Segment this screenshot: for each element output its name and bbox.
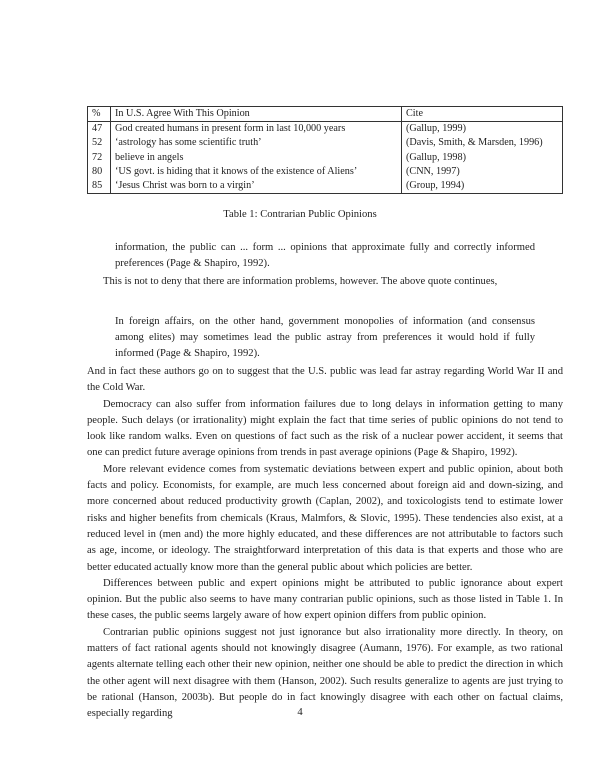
row-cite: (Davis, Smith, & Marsden, 1996) — [406, 137, 543, 149]
quote-text: information, the public can ... form ... opinions that approximate fully and correctly informed preferences (Page & Shapiro, 1992). — [115, 242, 535, 269]
paragraph-6: Contrarian public opinions suggest not just ignorance but also irrationality more directly. In theory, on matters of fact rational agents should not knowingly disagree (Aumann, 1976). For example, as two rational agents alternate telling each other their new opinion, neither one should be able to predict the direction in which the other agent will next disagree with them (Hanson, 2002). Such results generalize to agents are just trying to be rational (Hanson, 2003b). But people do in fact knowingly disagree with each other on factual claims, especially regarding — [87, 626, 563, 720]
header-cite: Cite — [402, 107, 563, 122]
body-text — [87, 364, 563, 723]
paragraph-3: Democracy can also suffer from information failures due to long delays in information getting to many people. Such delays (or irrationality) might explain the fact that time series of public opinions do not tend to look like random walks. Even on questions of fact such as the risk of a nuclear power accident, it seems that one can predict future average opinions from trends in past average opinions (Page & Shapiro, 1992). — [87, 398, 563, 459]
table-header-row — [88, 107, 563, 122]
table-row — [88, 151, 563, 165]
row-percent: 52 — [88, 136, 111, 150]
block-quote-1 — [115, 240, 535, 272]
row-percent: 72 — [88, 151, 111, 165]
row-cite: (Gallup, 1999) — [406, 123, 466, 135]
row-percent: 85 — [88, 179, 111, 194]
table-row — [88, 122, 563, 137]
header-percent: % — [88, 107, 111, 122]
paragraph-text: This is not to deny that there are information problems, however. The above quote continues, — [103, 276, 498, 287]
table-row — [88, 179, 563, 194]
quote-text: In foreign affairs, on the other hand, government monopolies of information (and consensus among elites) may sometimes lead the public astray from preferences it would hold if fully informed (Page & Shapiro, 1992). — [115, 316, 535, 359]
table-row — [88, 165, 563, 179]
paragraph-1 — [87, 274, 563, 290]
row-cite: (CNN, 1997) — [406, 165, 460, 177]
row-cite: (Group, 1994) — [406, 180, 465, 192]
row-opinion: God created humans in present form in last 10,000 years — [111, 122, 402, 137]
row-opinion: ‘US govt. is hiding that it knows of the existence of Aliens’ — [111, 165, 402, 179]
table-row — [88, 136, 563, 150]
row-percent: 47 — [88, 122, 111, 137]
contrarian-opinions-table — [87, 106, 563, 194]
paragraph-4: More relevant evidence comes from systematic deviations between expert and public opinion, about both facts and policy. Economists, for example, are much less concerned about foreign aid and down-sizing, and more concerned about reduced productivity growth (Caplan, 2002), and toxicologists tend to estimate lower risks and higher benefits from chemicals (Kraus, Malmfors, & Slovic, 1995). These tendencies also exist, at a reduced level in (men and) the more highly educated, and these differences are not attributable to factors such as age, income, or ideology. The straightforward interpretation of this data is that experts and those who are better educated actually know more than the general public about which policies are better. — [87, 463, 563, 573]
row-cite: (Gallup, 1998) — [406, 151, 466, 163]
paragraph-2: And in fact these authors go on to suggest that the U.S. public was lead far astray regarding World War II and the Cold War. — [87, 366, 563, 394]
header-opinion: In U.S. Agree With This Opinion — [111, 107, 402, 122]
row-percent: 80 — [88, 165, 111, 179]
row-opinion: ‘astrology has some scientific truth’ — [111, 136, 402, 150]
page-number: 4 — [297, 707, 303, 718]
row-opinion: believe in angels — [111, 151, 402, 165]
row-opinion: ‘Jesus Christ was born to a virgin’ — [111, 179, 402, 194]
paragraph-5: Differences between public and expert opinions might be attributed to public ignorance about expert opinion. But the public also seems to have many contrarian public opinions, such as those listed in Table 1. In these cases, the public seems largely aware of how expert opinion differs from public opinion. — [87, 577, 563, 622]
table-caption: Table 1: Contrarian Public Opinions — [223, 209, 377, 220]
block-quote-2 — [115, 314, 535, 362]
